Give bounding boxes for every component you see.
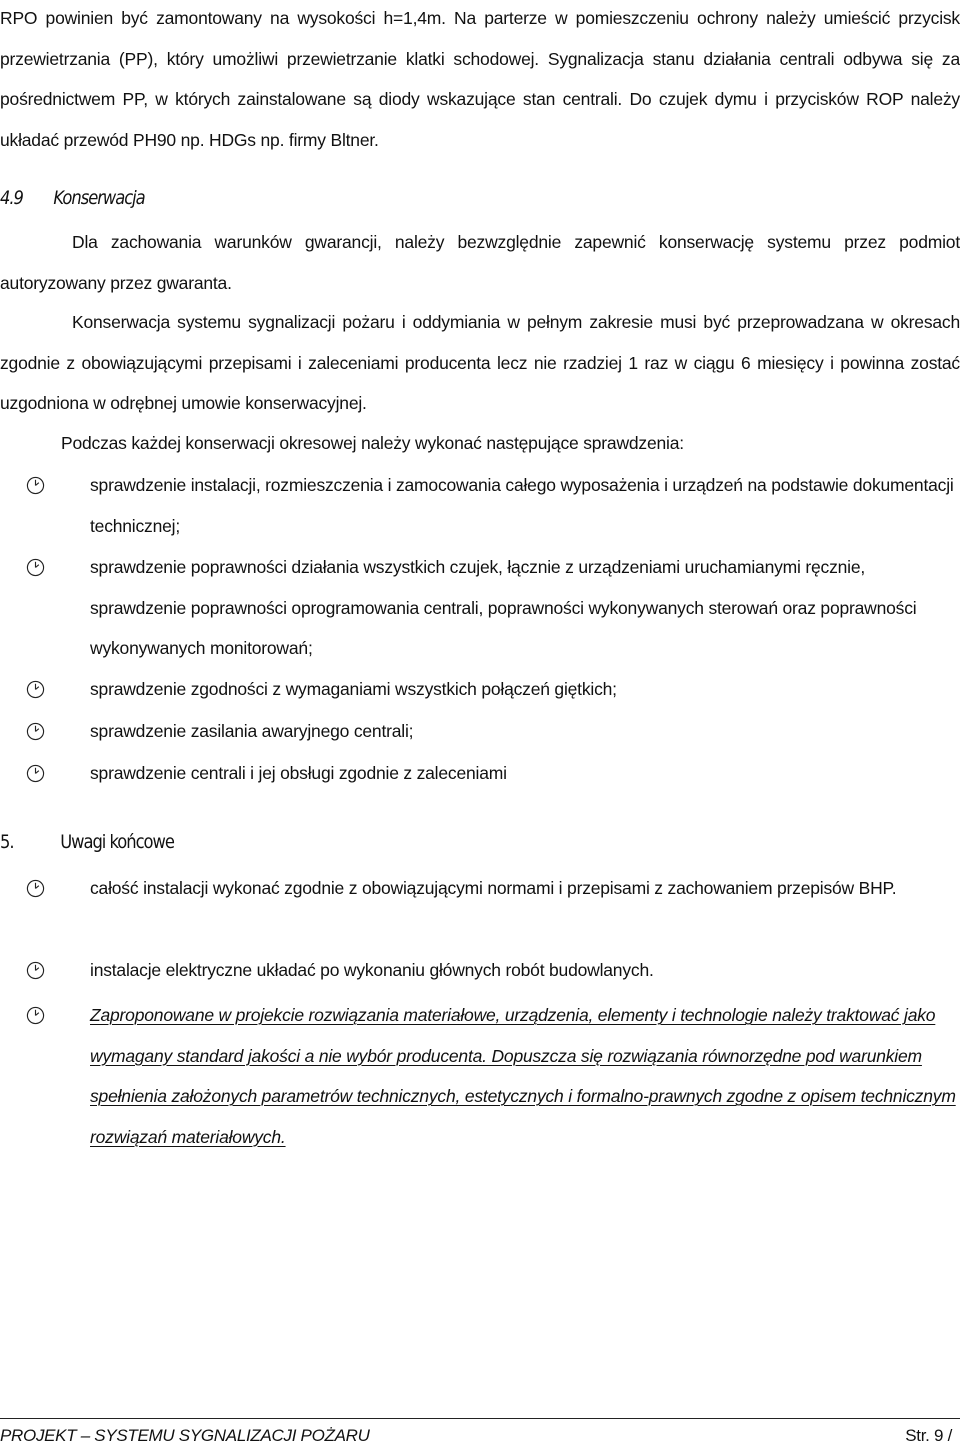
section-title: Konserwacja [53, 187, 145, 209]
list-item-text: sprawdzenie zasilania awaryjnego centrali; [90, 721, 414, 741]
footer-divider [0, 1418, 960, 1419]
list-item-text: Zaproponowane w projekcie rozwiązania materiałowe, urządzenia, elementy i technologie należy traktować jako wymagany standard jakości a nie wybór producenta. Dopuszcza się rozwiązania równorzędne pod warunkiem spełnienia założonych parametrów technicznych, estetycznych i formalno-prawnych zgodne z opisem technicznym rozwiązań materiałowych. [90, 1005, 956, 1147]
list-item-text: sprawdzenie zgodności z wymaganiami wszystkich połączeń giętkich; [90, 679, 617, 699]
footer-page-number: Str. 9 / [905, 1426, 952, 1445]
clock-icon [26, 879, 45, 898]
clock-icon [26, 1006, 45, 1025]
clock-icon [26, 680, 45, 699]
section-number: 4.9 [0, 187, 23, 209]
paragraph-maintenance: Konserwacja systemu sygnalizacji pożaru i oddymiania w pełnym zakresie musi być przeprowadzana w okresach zgodnie z obowiązującymi przepisami i zaleceniami producenta lecz nie rzadziej 1 raz w ciągu 6 miesięcy i powinna zostać uzgodniona w odrębnej umowie konserwacyjnej. [0, 312, 960, 413]
clock-icon [26, 961, 45, 980]
clock-icon [26, 722, 45, 741]
section-number: 5. [0, 831, 14, 853]
section-heading-4-9 [0, 186, 145, 210]
list-item-text: instalacje elektryczne układać po wykonaniu głównych robót budowlanych. [90, 960, 654, 980]
intro-paragraph: RPO powinien być zamontowany na wysokości h=1,4m. Na parterze w pomieszczeniu ochrony należy umieścić przycisk przewietrzania (PP), który umożliwi przewietrzanie klatki schodowej. Sygnalizacja stanu działania centrali odbywa się za pośrednictwem PP, w których zainstalowane są diody wskazujące stan centrali. Do czujek dymu i przycisków ROP należy układać przewód PH90 np. HDGs np. firmy Bltner. [0, 8, 960, 150]
clock-icon [26, 558, 45, 577]
list-item-text: sprawdzenie centrali i jej obsługi zgodnie z zaleceniami [90, 763, 507, 783]
section-title: Uwagi końcowe [60, 831, 174, 853]
paragraph-checks-intro: Podczas każdej konserwacji okresowej należy wykonać następujące sprawdzenia: [61, 433, 684, 453]
footer-project-title: PROJEKT – SYSTEMU SYGNALIZACJI POŻARU [0, 1426, 370, 1445]
paragraph-warranty: Dla zachowania warunków gwarancji, należy bezwzględnie zapewnić konserwację systemu przez podmiot autoryzowany przez gwaranta. [0, 232, 960, 293]
clock-icon [26, 476, 45, 495]
list-item-text: całość instalacji wykonać zgodnie z obowiązującymi normami i przepisami z zachowaniem przepisów BHP. [90, 878, 897, 898]
list-item-text: sprawdzenie instalacji, rozmieszczenia i zamocowania całego wyposażenia i urządzeń na podstawie dokumentacji technicznej; [90, 475, 954, 536]
section-heading-5 [0, 830, 174, 854]
list-item-text: sprawdzenie poprawności działania wszystkich czujek, łącznie z urządzeniami uruchamianymi ręcznie, sprawdzenie poprawności oprogramowania centrali, poprawności wykonywanych sterowań oraz poprawności wykonywanych monitorowań; [90, 557, 917, 658]
clock-icon [26, 764, 45, 783]
